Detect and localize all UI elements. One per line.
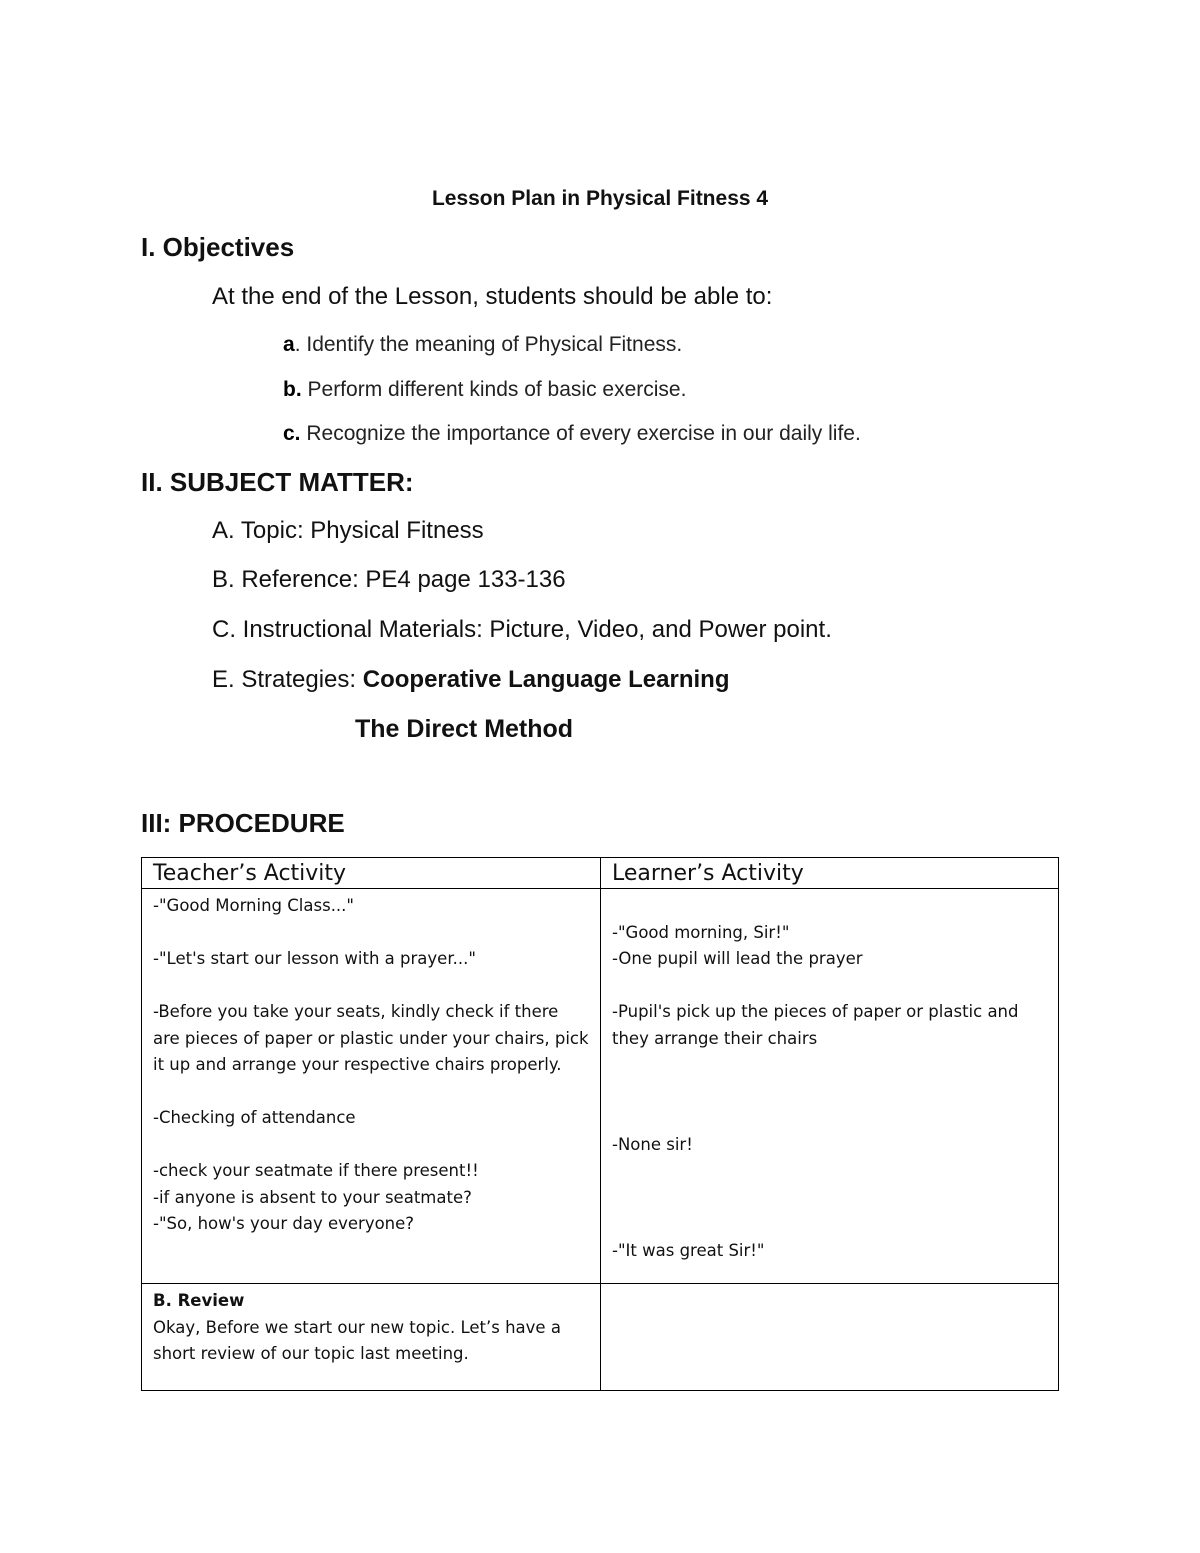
table-header-row — [142, 858, 1059, 889]
procedure-table — [141, 857, 1059, 1391]
teacher-prayer: -"Let's start our lesson with a prayer..." — [153, 949, 476, 968]
document-title: Lesson Plan in Physical Fitness 4 — [431, 187, 769, 210]
strategy-cooperative: Cooperative Language Learning — [362, 666, 730, 693]
review-learner-cell — [601, 1284, 1059, 1391]
subject-matter-heading: II. SUBJECT MATTER: — [141, 467, 414, 497]
teacher-greeting: -"Good Morning Class..." — [153, 896, 355, 915]
objective-text: Recognize the importance of every exercise in our daily life. — [300, 422, 861, 445]
subject-materials: C. Instructional Materials: Picture, Video, and Power point. — [212, 616, 832, 643]
learner-day: -"It was great Sir!" — [612, 1240, 765, 1260]
table-row — [142, 1284, 1059, 1391]
teacher-attendance: -Checking of attendance — [153, 1108, 356, 1127]
objective-letter: a — [283, 333, 295, 356]
learner-activity-cell — [601, 889, 1059, 1284]
review-text: Okay, Before we start our new topic. Let’s have a short review of our topic last meeting. — [153, 1317, 561, 1363]
teacher-chairs: -Before you take your seats, kindly check if there are pieces of paper or plastic under your chairs, pick it up and arrange your respective chairs properly. — [153, 1002, 589, 1074]
teacher-activity-cell — [142, 889, 601, 1284]
objective-letter: b. — [283, 378, 302, 401]
learner-chairs: -Pupil's pick up the pieces of paper or plastic and they arrange their chairs — [612, 1002, 1019, 1048]
learner-attendance: -None sir! — [612, 1134, 693, 1154]
table-row — [142, 889, 1059, 1284]
teacher-day: -"So, how's your day everyone? — [153, 1214, 415, 1233]
objective-item-a — [283, 333, 682, 357]
review-cell — [142, 1284, 601, 1391]
objective-letter: c. — [283, 422, 301, 445]
objective-text: . Identify the meaning of Physical Fitness. — [294, 333, 683, 356]
subject-reference: B. Reference: PE4 page 133-136 — [212, 566, 566, 593]
teacher-seatmate: -check your seatmate if there present!! — [153, 1161, 479, 1180]
objective-item-c — [283, 422, 861, 446]
strategies-label: E. Strategies: — [212, 666, 363, 693]
strategy-direct-method: The Direct Method — [355, 715, 574, 743]
learner-column-header: Learner’s Activity — [601, 858, 1059, 889]
objectives-intro: At the end of the Lesson, students should be able to: — [212, 283, 773, 310]
objective-item-b — [283, 378, 686, 402]
teacher-absent: -if anyone is absent to your seatmate? — [153, 1187, 472, 1207]
procedure-heading: III: PROCEDURE — [141, 808, 345, 838]
objectives-heading: I. Objectives — [141, 232, 295, 262]
learner-greeting: -"Good morning, Sir!" — [612, 922, 790, 942]
learner-prayer: -One pupil will lead the prayer — [612, 949, 863, 968]
objective-text: Perform different kinds of basic exercise. — [301, 378, 687, 401]
review-label: B. Review — [153, 1291, 245, 1310]
subject-strategies — [212, 666, 729, 694]
teacher-column-header: Teacher’s Activity — [142, 858, 601, 889]
subject-topic: A. Topic: Physical Fitness — [212, 517, 484, 544]
